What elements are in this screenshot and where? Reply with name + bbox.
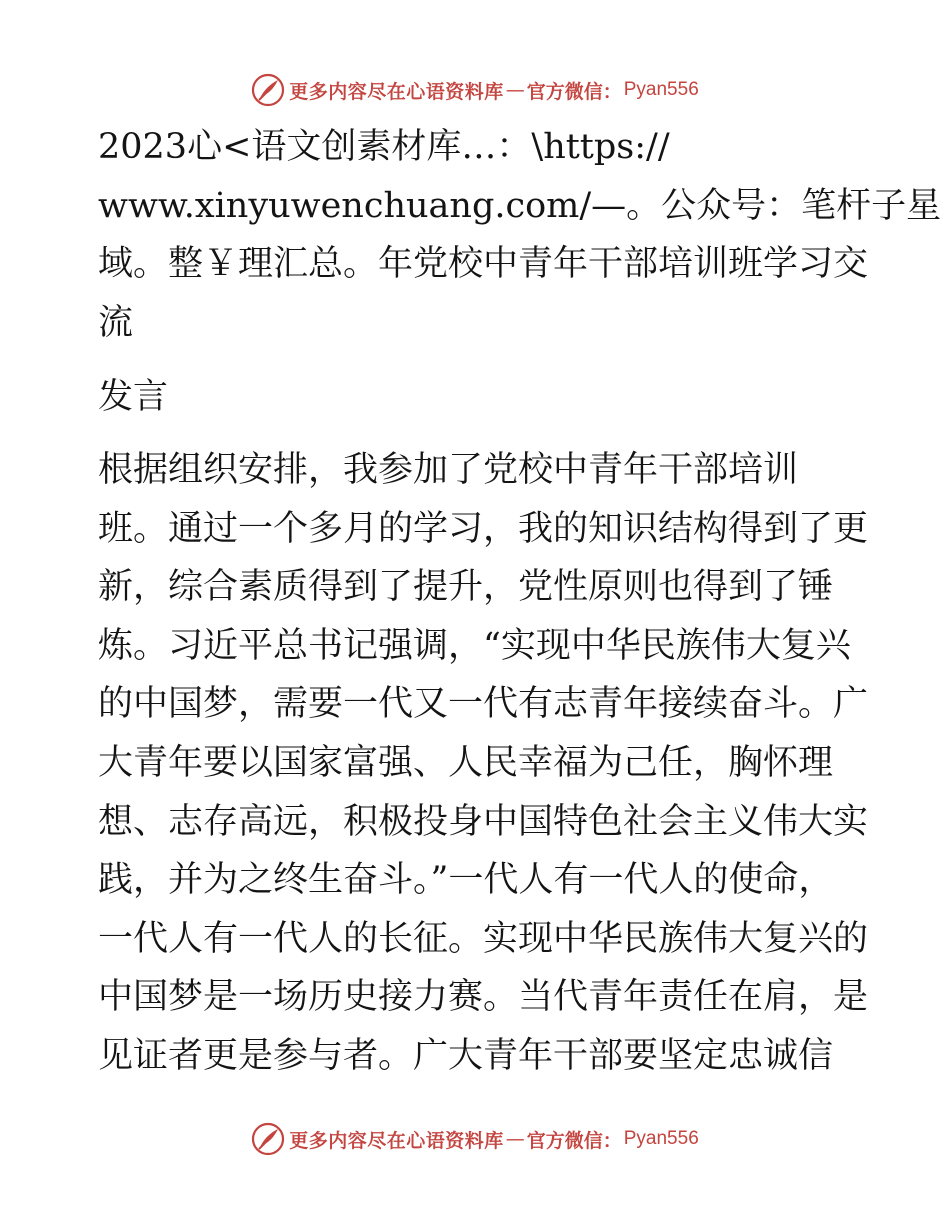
- title-line: www.xinyuwenchuang.com/—。公众号：笔杆子星: [98, 185, 942, 226]
- body-line: 新，综合素质得到了提升，党性原则也得到了锤: [98, 567, 834, 608]
- title-line: 2023心<语文创素材库…：\https://: [98, 127, 670, 167]
- body-line: 想、志存高远，积极投身中国特色社会主义伟大实: [98, 801, 869, 842]
- body-line: 一代人有一代人的长征。实现中华民族伟大复兴的: [98, 918, 869, 959]
- watermark-wechat-id: Pyan556: [623, 1128, 699, 1149]
- document-title: [98, 118, 942, 352]
- document-body: [98, 441, 869, 1086]
- watermark-separator: —: [505, 1128, 525, 1150]
- body-line: 大青年要以国家富强、人民幸福为己任，胸怀理: [98, 742, 834, 783]
- watermark-wechat-id: Pyan556: [623, 79, 699, 100]
- watermark-wechat-label: 官方微信：: [526, 80, 622, 103]
- body-line: 践，并为之终生奋斗。”一代人有一代人的使命，: [98, 860, 834, 901]
- quill-logo-icon: [251, 1122, 285, 1156]
- body-line: 班。通过一个多月的学习，我的知识结构得到了更: [98, 508, 869, 549]
- watermark-wechat-label: 官方微信：: [526, 1129, 622, 1152]
- body-line: 炼。习近平总书记强调，“实现中华民族伟大复兴: [98, 625, 851, 666]
- watermark-separator: —: [505, 79, 525, 101]
- body-line: 见证者更是参与者。广大青年干部要坚定忠诚信: [98, 1035, 834, 1076]
- watermark-brand-text: 更多内容尽在心语资料库: [289, 80, 504, 103]
- title-line: 流: [98, 302, 134, 343]
- footer-watermark: [0, 1122, 950, 1156]
- header-watermark: [0, 73, 950, 107]
- title-line: 域。整￥理汇总。年党校中青年干部培训班学习交: [98, 244, 869, 285]
- quill-logo-icon: [251, 73, 285, 107]
- body-line: 根据组织安排，我参加了党校中青年干部培训: [98, 450, 799, 490]
- body-line: 的中国梦，需要一代又一代有志青年接续奋斗。广: [98, 684, 869, 725]
- body-line: 中国梦是一场历史接力赛。当代青年责任在肩，是: [98, 977, 869, 1018]
- watermark-brand-text: 更多内容尽在心语资料库: [289, 1129, 504, 1152]
- subtitle-line: 发言: [98, 377, 169, 417]
- document-subtitle: [98, 368, 858, 427]
